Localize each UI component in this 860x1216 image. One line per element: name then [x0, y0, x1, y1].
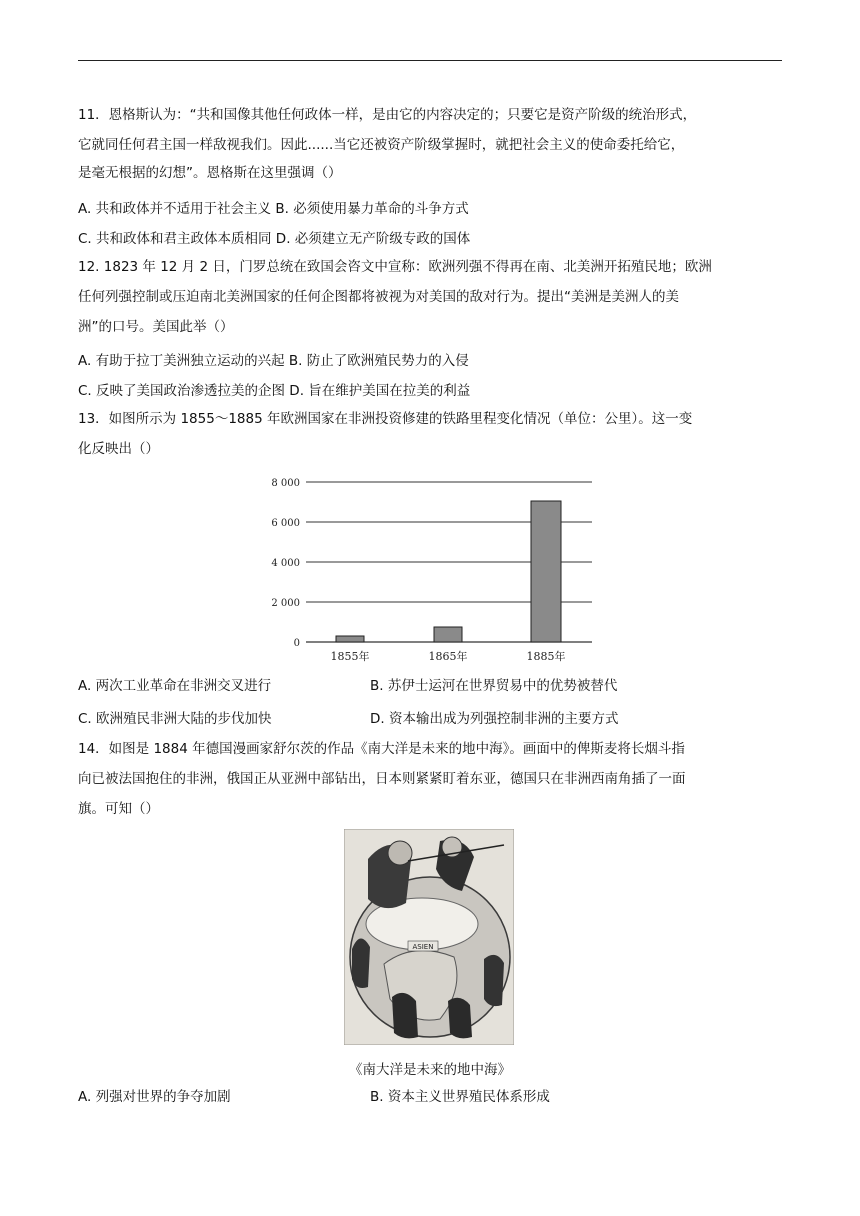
y-tick-label: 6 000	[271, 518, 300, 529]
q13-option-a: A. 两次工业革命在非洲交叉进行	[78, 678, 272, 694]
q13-option-d: D. 资本输出成为列强控制非洲的主要方式	[370, 711, 619, 727]
bar	[434, 627, 462, 642]
q11-options-line-2: C. 共和政体和君主政体本质相同 D. 必须建立无产阶级专政的国体	[78, 231, 471, 247]
y-tick-label: 2 000	[271, 598, 300, 609]
x-tick-label: 1865年	[428, 650, 468, 663]
q13-stem-line-2: 化反映出（）	[78, 441, 159, 457]
cartoon-asien-label: ASIEN	[412, 943, 434, 951]
railway-mileage-bar-chart	[270, 468, 610, 668]
q14-option-a: A. 列强对世界的争夺加剧	[78, 1089, 231, 1105]
q14-option-b: B. 资本主义世界殖民体系形成	[370, 1089, 550, 1105]
q11-stem-line-2: 它就同任何君主国一样敌视我们。因此......当它还被资产阶级掌握时，就把社会主义的使命委托给它，	[78, 137, 685, 153]
y-tick-label: 4 000	[271, 558, 300, 569]
bar	[531, 501, 561, 642]
q14-stem-line-1: 14．如图是 1884 年德国漫画家舒尔茨的作品《南大洋是未来的地中海》。画面中的俾斯麦将长烟斗指	[78, 741, 685, 757]
q11-stem-line-1: 11．恩格斯认为：“共和国像其他任何政体一样，是由它的内容决定的；只要它是资产阶级的统治形式，	[78, 107, 697, 123]
cartoon-illustration	[344, 829, 514, 1045]
q11-stem-line-3: 是毫无根据的幻想”。恩格斯在这里强调（）	[78, 165, 342, 181]
x-tick-label: 1885年	[526, 650, 566, 663]
header-rule	[78, 60, 782, 61]
q13-stem-line-1: 13．如图所示为 1855～1885 年欧洲国家在非洲投资修建的铁路里程变化情况（单位：公里）。这一变	[78, 411, 693, 427]
q12-options-line-1: A. 有助于拉丁美洲独立运动的兴起 B. 防止了欧洲殖民势力的入侵	[78, 353, 469, 369]
q14-stem-line-2: 向已被法国抱住的非洲，俄国正从亚洲中部钻出，日本则紧紧盯着东亚，德国只在非洲西南角插了一面	[78, 771, 686, 787]
bar	[336, 636, 364, 642]
q12-stem-line-3: 洲”的口号。美国此举（）	[78, 319, 234, 335]
q12-options-line-2: C. 反映了美国政治渗透拉美的企图 D. 旨在维护美国在拉美的利益	[78, 383, 471, 399]
q13-option-c: C. 欧洲殖民非洲大陆的步伐加快	[78, 711, 272, 727]
y-tick-label: 0	[293, 638, 300, 649]
q12-stem-line-1: 12. 1823 年 12 月 2 日，门罗总统在致国会咨文中宣称：欧洲列强不得再在南、北美洲开拓殖民地；欧洲	[78, 259, 712, 275]
q14-stem-line-3: 旗。可知（）	[78, 801, 159, 817]
cartoon-caption: 《南大洋是未来的地中海》	[349, 1062, 511, 1078]
x-tick-label: 1855年	[330, 650, 370, 663]
q13-option-b: B. 苏伊士运河在世界贸易中的优势被替代	[370, 678, 618, 694]
y-tick-label: 8 000	[271, 478, 300, 489]
q11-options-line-1: A. 共和政体并不适用于社会主义 B. 必须使用暴力革命的斗争方式	[78, 201, 469, 217]
q12-stem-line-2: 任何列强控制或压迫南北美洲国家的任何企图都将被视为对美国的敌对行为。提出“美洲是美洲人的美	[78, 289, 679, 305]
